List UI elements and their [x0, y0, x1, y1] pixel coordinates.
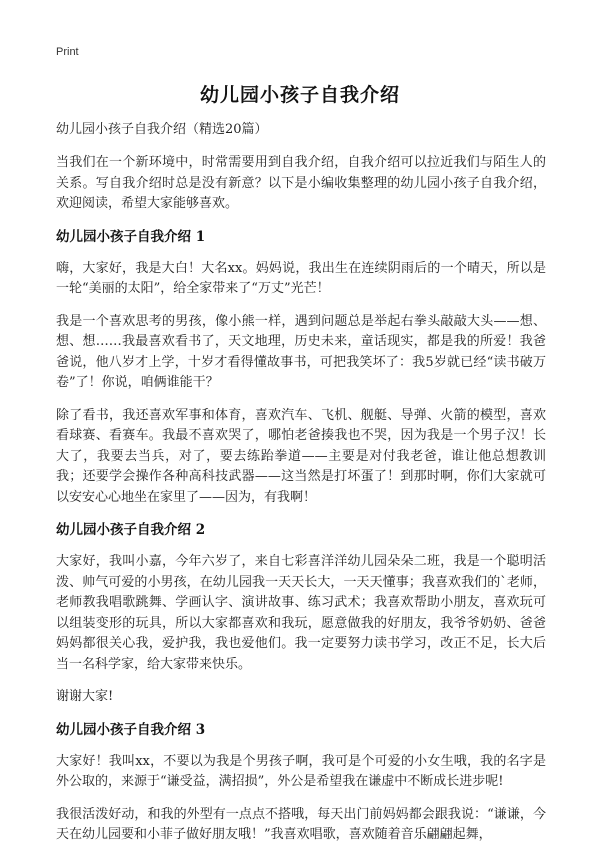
print-link[interactable]: Print — [56, 46, 79, 58]
section-2 — [56, 520, 546, 708]
section-paragraph: 大家好！我叫xx，不要以为我是个男孩子啊，我可是个可爱的小女生哦，我的名字是外公取的，来源于“谦受益，满招损”，外公是希望我在谦虚中不断成长进步呢! — [56, 753, 546, 789]
page-title: 幼儿园小孩子自我介绍 — [199, 84, 400, 106]
intro-paragraph: 当我们在一个新环境中，时常需要用到自我介绍，自我介绍可以拉近我们与陌生人的关系。写自我介绍时总是没有新意？以下是小编收集整理的幼儿园小孩子自我介绍，欢迎阅读，希望大家能够喜欢。 — [56, 155, 546, 211]
section-paragraph: 谢谢大家! — [56, 689, 114, 704]
article-subtitle: 幼儿园小孩子自我介绍（精选20篇） — [56, 122, 268, 137]
article-body — [56, 120, 546, 858]
section-3 — [56, 720, 546, 846]
section-paragraph: 嗨，大家好，我是大白！大名xx。妈妈说，我出生在连续阴雨后的一个晴天，所以是一轮“美丽的太阳”，给全家带来了“万丈”光芒！ — [56, 260, 546, 296]
section-paragraph: 除了看书，我还喜欢军事和体育，喜欢汽车、飞机、舰艇、导弹、火箭的模型，喜欢看球赛、看赛车。我最不喜欢哭了，哪怕老爸揍我也不哭，因为我是一个男子汉！长大了，我要去当兵，对了，要去练跆拳道——主要是对付我老爸，谁让他总想教训我；还要学会操作各种高科技武器——这当然是打坏蛋了！到那时啊，你们大家就可以安安心心地坐在家里了——因为，有我啊！ — [56, 407, 546, 505]
section-paragraph: 大家好，我叫小嘉，今年六岁了，来自七彩喜洋洋幼儿园朵朵二班，我是一个聪明活泼、帅气可爱的小男孩，在幼儿园我一天天长大，一天天懂事；我喜欢我们的`老师，老师教我唱歌跳舞、学画认字、演讲故事、练习武术；我喜欢帮助小朋友，喜欢玩可以组装变形的玩具，所以大家都喜欢和我玩，愿意做我的好朋友，我爷爷奶奶、爸爸妈妈都很关心我，爱护我，我也爱他们。我一定要努力读书学习，改正不足，长大后当一名科学家，给大家带来快乐。 — [56, 554, 546, 672]
section-heading: 幼儿园小孩子自我介绍 3 — [56, 721, 206, 738]
section-1 — [56, 227, 546, 509]
section-paragraph: 我很活泼好动，和我的外型有一点点不搭哦，每天出门前妈妈都会跟我说：“谦谦，今天在幼儿园要和小菲子做好朋友哦！”我喜欢唱歌，喜欢随着音乐翩翩起舞， — [56, 806, 546, 842]
section-heading: 幼儿园小孩子自我介绍 1 — [56, 228, 206, 245]
section-heading: 幼儿园小孩子自我介绍 2 — [56, 522, 206, 538]
section-paragraph: 我是一个喜欢思考的男孩，像小熊一样，遇到问题总是举起右拳头敲敲大头——想、想、想……我最喜欢看书了，天文地理，历史未来，童话现实，都是我的所爱！我爸爸说，他八岁才上学，十岁才看得懂故事书，可把我笑坏了：我5岁就已经“读书破万卷”了！你说，咱俩谁能干？ — [56, 313, 546, 390]
